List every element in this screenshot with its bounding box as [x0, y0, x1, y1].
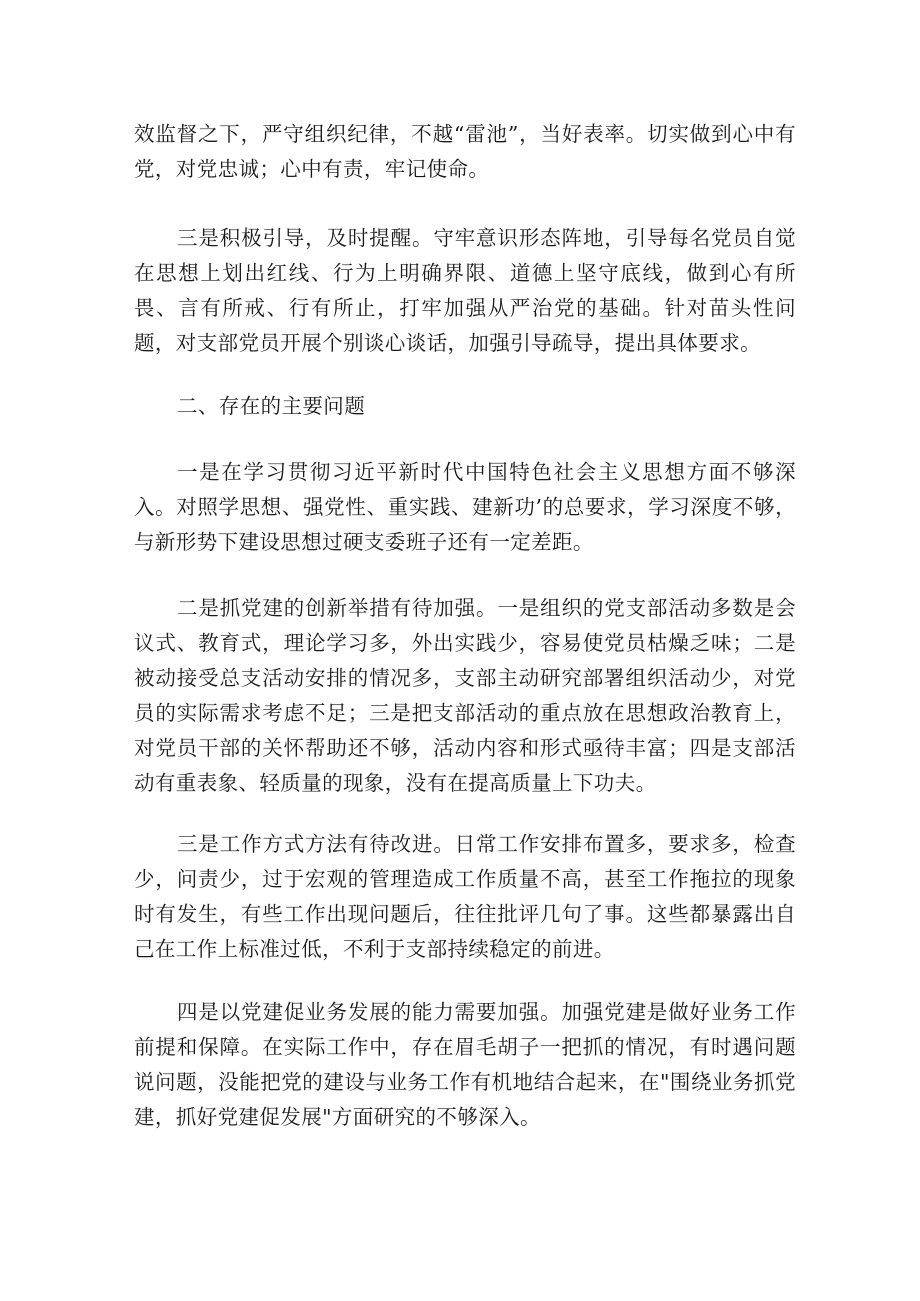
paragraph-issue-3: 三是工作方式方法有待改进。日常工作安排布置多，要求多，检查少，问责少，过于宏观的管理造成工作质量不高，甚至工作拖拉的现象时有发生，有些工作出现问题后，往往批评几句了事。这些都暴露出自己在工作上标准过低，不利于支部持续稳定的前进。 [134, 832, 796, 961]
paragraph-continuation: 效监督之下，严守组织纪律，不越“雷池”，当好表率。切实做到心中有党，对党忠诚；心中有责，牢记使命。 [134, 122, 796, 181]
paragraph-issue-4: 四是以党建促业务发展的能力需要加强。加强党建是做好业务工作前提和保障。在实际工作中，存在眉毛胡子一把抓的情况，有时遇问题说问题，没能把党的建设与业务工作有机地结合起来，在"围绕业务抓党建，抓好党建促发展"方面研究的不够深入。 [134, 1000, 796, 1129]
paragraph-guidance: 三是积极引导，及时提醒。守牢意识形态阵地，引导每名党员自觉在思想上划出红线、行为上明确界限、道德上坚守底线，做到心有所畏、言有所戒、行有所止，打牢加强从严治党的基础。针对苗头性问题，对支部党员开展个别谈心谈话，加强引导疏导，提出具体要求。 [134, 226, 796, 355]
paragraph-issue-2: 二是抓党建的创新举措有待加强。一是组织的党支部活动多数是会议式、教育式，理论学习多，外出实践少，容易使党员枯燥乏味；二是被动接受总支活动安排的情况多，支部主动研究部署组织活动少，对党员的实际需求考虑不足；三是把支部活动的重点放在思想政治教育上，对党员干部的关怀帮助还不够，活动内容和形式亟待丰富；四是支部活动有重表象、轻质量的现象，没有在提高质量上下功夫。 [134, 596, 796, 795]
paragraph-issue-1: 一是在学习贯彻习近平新时代中国特色社会主义思想方面不够深入。对照学思想、强党性、重实践、建新功’的总要求，学习深度不够，与新形势下建设思想过硬支委班子还有一定差距。 [134, 460, 796, 554]
section-heading: 二、存在的主要问题 [177, 394, 366, 418]
